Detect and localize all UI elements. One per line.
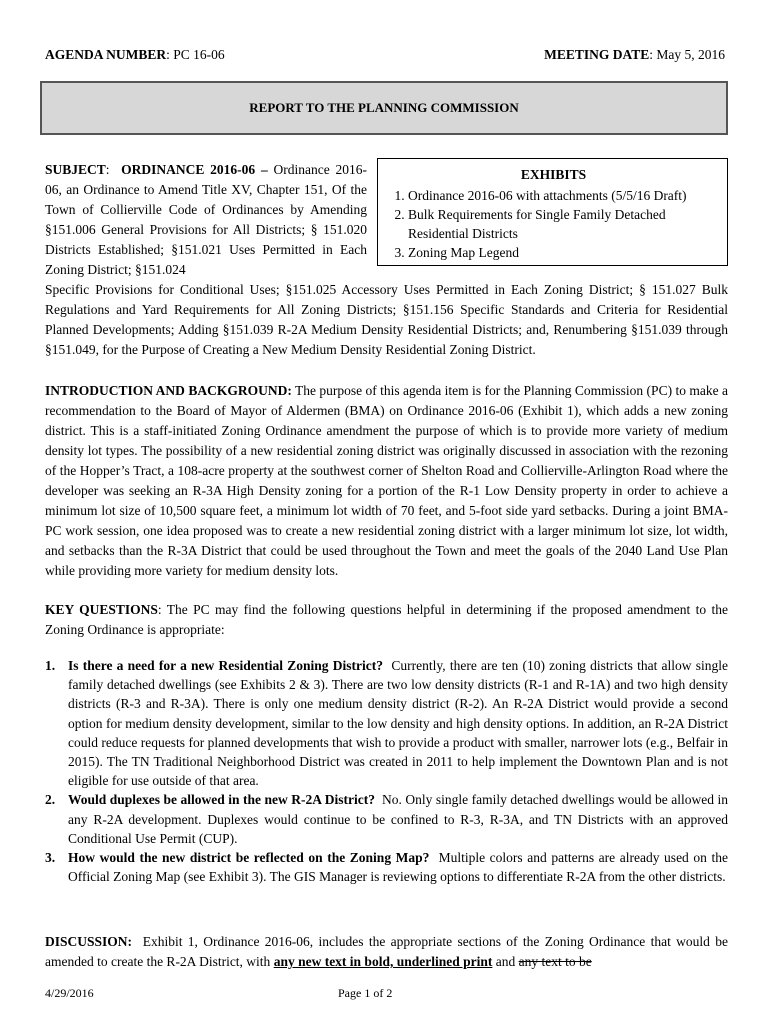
subject-wide-text: Specific Provisions for Conditional Uses; §151.025 Accessory Uses Permitted in Each Zoning District; § 151.027 Bulk Regulations and Yard Requirements for All Zoning Districts; §151.156 Specific Standards and Criteria for Residential Planned Developments; Adding §151.039 R-2A Medium Density Residential Districts; and, Renumbering §151.039 through §151.049, for the Purpose of Creating a New Medium Density Residential Zoning District. xyxy=(45,282,728,357)
question-number: 3. xyxy=(45,850,56,866)
discussion-label: DISCUSSION: xyxy=(45,934,133,949)
discussion-strike: any text to be xyxy=(518,954,592,969)
footer-page-number: Page 1 of 2 xyxy=(338,986,393,1000)
intro-label: INTRODUCTION AND BACKGROUND: xyxy=(45,383,292,398)
key-questions-list xyxy=(45,656,728,886)
agenda-number-label: AGENDA NUMBER xyxy=(45,47,167,62)
key-questions-section xyxy=(45,600,728,640)
meeting-date-label: MEETING DATE xyxy=(544,47,650,62)
list-item xyxy=(45,790,728,848)
meeting-date xyxy=(544,47,725,63)
discussion-text: Exhibit 1, Ordinance 2016-06, includes the appropriate sections of the Zoning Ordinance that would be amended to create the R-2A District, with xyxy=(45,934,728,969)
exhibit-item: 1. Ordinance 2016-06 with attachments (5/5/16 Draft) xyxy=(408,186,721,205)
discussion-and: and xyxy=(495,954,516,969)
question-number: 2. xyxy=(45,792,56,808)
list-item xyxy=(45,848,728,886)
answer-text: Multiple colors and patterns are already used on the Official Zoning Map (see Exhibit 3). The GIS Manager is reviewing options to differentiate R-2A from the other districts. xyxy=(68,850,728,885)
intro-section xyxy=(45,381,728,581)
question-text: How would the new district be reflected on the Zoning Map? xyxy=(68,850,430,866)
question-text: Would duplexes be allowed in the new R-2A District? xyxy=(68,792,375,808)
exhibit-item: 3. Zoning Map Legend xyxy=(408,243,721,262)
key-questions-text: : The PC may find the following questions helpful in determining if the proposed amendment to the Zoning Ordinance is appropriate: xyxy=(45,602,728,637)
answer-text: Currently, there are ten (10) zoning districts that allow single family detached dwellings (see Exhibits 2 & 3). There are two low density districts (R-1 and R-1A) and two high density districts (R-3 and R-3A). There is only one medium density district (R-2). An R-2A District would provide a second option for medium density development, similar to the low density and high density options. In addition, an R-2A District could reduce requests for planned developments that wish to provide a product with smaller, narrower lots (e.g., Belfair in 2015). The TN Traditional Neighborhood District was created in 2011 to help implement the Downtown Plan and is not eligible for use outside of that area. xyxy=(68,658,728,789)
subject-label: SUBJECT xyxy=(45,162,106,177)
discussion-bold-underline: any new text in bold, underlined print xyxy=(273,954,493,969)
agenda-number-value: : PC 16-06 xyxy=(166,47,225,62)
exhibits-title: EXHIBITS xyxy=(520,167,587,182)
discussion-section xyxy=(45,932,728,972)
subject-narrow-body: Ordinance 2016-06, an Ordinance to Amend Title XV, Chapter 151, Of the Town of Collierville Code of Ordinances by Amending §151.006 General Provisions for All Districts; § 151.020 Districts Established; §151.021 Uses Permitted in Each Zoning District; §151.024 xyxy=(45,162,368,277)
subject-section xyxy=(45,160,728,360)
subject-ordinance: ORDINANCE 2016-06 – xyxy=(121,162,268,177)
footer-date: 4/29/2016 xyxy=(45,986,94,1000)
subject-narrow-text: SUBJECT: ORDINANCE 2016-06 – Ordinance 2016-06, an Ordinance to Amend Title XV, Chapter 151, Of the Town of Collierville Code of Ordinances by Amending §151.006 General Provisions for All Districts; § 151.020 Districts Established; §151.021 Uses Permitted in Each Zoning District; §151.024 xyxy=(45,162,368,277)
question-number: 1. xyxy=(45,658,56,673)
meeting-date-value: : May 5, 2016 xyxy=(649,47,725,62)
list-item xyxy=(45,656,728,790)
question-text: Is there a need for a new Residential Zoning District? xyxy=(68,658,383,673)
exhibit-item: 2. Bulk Requirements for Single Family Detached Residential Districts xyxy=(408,205,721,243)
report-title-banner xyxy=(40,81,728,135)
answer-text: No. Only single family detached dwellings would be allowed in any R-2A development. Duplexes would continue to be confined to R-3, R-3A, and TN Districts with an approved Conditional Use Permit (CUP). xyxy=(68,792,728,846)
intro-text: The purpose of this agenda item is for the Planning Commission (PC) to make a recommendation to the Board of Mayor of Aldermen (BMA) on Ordinance 2016-06 (Exhibit 1), which adds a new zoning district. This is a staff-initiated Zoning Ordinance amendment the purpose of which is to provide more variety of medium density lot types. The possibility of a new residential zoning district was originally discussed in association with the rezoning of the Hopper’s Tract, a 108-acre property at the southwest corner of Shelton Road and Collierville-Arlington Road where the developer was seeking an R-3A High Density zoning for a portion of the R-1 Low Density property in order to achieve a minimum lot size of 10,500 square feet, a minimum lot width of 70 feet, and 5-foot side yard setbacks. During a joint BMA-PC work session, one idea proposed was to create a new residential zoning district with a larger minimum lot size, lot width, and setbacks than the R-3A District that could be used throughout the Town and meet the goals of the 2040 Land Use Plan while providing more variety for medium density lots. xyxy=(45,383,728,578)
agenda-number xyxy=(45,47,225,63)
report-title: REPORT TO THE PLANNING COMMISSION xyxy=(249,100,519,115)
key-questions-label: KEY QUESTIONS xyxy=(45,602,158,617)
